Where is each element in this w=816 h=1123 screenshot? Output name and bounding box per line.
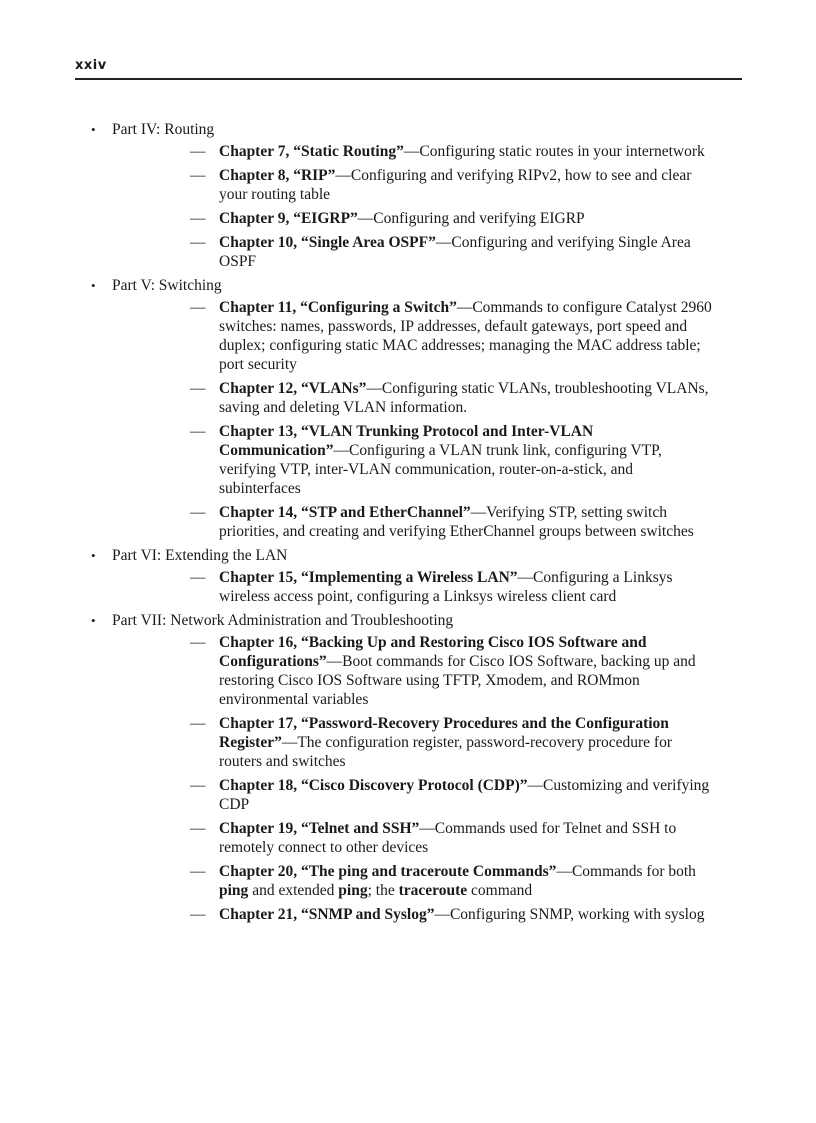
chapter-entry xyxy=(112,633,728,709)
command-name: traceroute xyxy=(398,882,468,899)
chapter-group xyxy=(112,568,728,606)
chapter-title: Chapter 17, “Password-Recovery Procedures and the Configuration Register” xyxy=(219,715,669,751)
chapter-description: —Verifying STP, setting switch priorities, and creating and verifying EtherChannel groups between switches xyxy=(219,504,694,540)
chapter-title: Chapter 19, “Telnet and SSH” xyxy=(219,820,420,837)
chapter-group xyxy=(112,298,728,541)
chapter-description: command xyxy=(467,882,533,899)
chapter-entry xyxy=(112,714,728,771)
dash-icon: — xyxy=(190,234,206,251)
dash-icon: — xyxy=(190,715,206,732)
part-item xyxy=(88,276,728,541)
chapter-description: —Configuring static routes in your internetwork xyxy=(403,143,705,160)
chapter-title: Chapter 15, “Implementing a Wireless LAN” xyxy=(219,569,518,586)
chapter-entry xyxy=(112,905,728,924)
chapter-description: —Configuring SNMP, working with syslog xyxy=(434,906,705,923)
chapter-description: —Configuring and verifying RIPv2, how to see and clear your routing table xyxy=(219,167,692,203)
dash-icon: — xyxy=(190,820,206,837)
chapter-title: Chapter 13, “VLAN Trunking Protocol and Inter-VLAN Communication” xyxy=(219,423,594,459)
dash-icon: — xyxy=(190,863,206,880)
chapter-entry xyxy=(112,142,728,161)
chapter-title: Chapter 9, “EIGRP” xyxy=(219,210,358,227)
chapter-description: —Configuring a VLAN trunk link, configuring VTP, verifying VTP, inter-VLAN communication, router-on-a-stick, and subinterfaces xyxy=(219,442,662,497)
bullet-icon: • xyxy=(91,122,96,137)
chapter-title: Chapter 21, “SNMP and Syslog” xyxy=(219,906,435,923)
bullet-icon: • xyxy=(91,613,96,628)
command-name: ping xyxy=(338,882,368,899)
chapter-title: Chapter 12, “VLANs” xyxy=(219,380,367,397)
command-name: ping xyxy=(219,882,249,899)
dash-icon: — xyxy=(190,777,206,794)
dash-icon: — xyxy=(190,143,206,160)
bullet-icon: • xyxy=(91,278,96,293)
dash-icon: — xyxy=(190,210,206,227)
part-label: Part V: Switching xyxy=(112,277,222,294)
part-label: Part VI: Extending the LAN xyxy=(112,547,288,564)
part-item xyxy=(88,120,728,271)
chapter-title: Chapter 7, “Static Routing” xyxy=(219,143,404,160)
dash-icon: — xyxy=(190,504,206,521)
dash-icon: — xyxy=(190,634,206,651)
part-item xyxy=(88,546,728,606)
part-item xyxy=(88,611,728,924)
chapter-entry xyxy=(112,233,728,271)
chapter-title: Chapter 10, “Single Area OSPF” xyxy=(219,234,436,251)
chapter-description: —The configuration register, password-recovery procedure for routers and switches xyxy=(219,734,673,770)
part-label: Part IV: Routing xyxy=(112,121,215,138)
chapter-description: —Customizing and verifying CDP xyxy=(219,777,710,813)
chapter-description: —Configuring and verifying Single Area OSPF xyxy=(219,234,691,270)
chapter-entry xyxy=(112,568,728,606)
chapter-description: —Commands for both xyxy=(556,863,696,880)
chapter-title: Chapter 16, “Backing Up and Restoring Cisco IOS Software and Configurations” xyxy=(219,634,647,670)
chapter-entry xyxy=(112,819,728,857)
chapter-description: —Boot commands for Cisco IOS Software, backing up and restoring Cisco IOS Software using TFTP, Xmodem, and ROMmon environmental variables xyxy=(219,653,696,708)
dash-icon: — xyxy=(190,299,206,316)
chapter-group xyxy=(112,142,728,271)
chapter-group xyxy=(112,633,728,924)
page-header xyxy=(75,57,742,80)
chapter-description: and extended xyxy=(248,882,339,899)
page-number: xxiv xyxy=(75,58,107,73)
chapter-description: —Commands to configure Catalyst 2960 switches: names, passwords, IP addresses, default gateways, port speed and duplex; configuring static MAC addresses; managing the MAC address table; port security xyxy=(219,299,712,373)
dash-icon: — xyxy=(190,380,206,397)
dash-icon: — xyxy=(190,167,206,184)
chapter-description: —Configuring static VLANs, troubleshooting VLANs, saving and deleting VLAN information. xyxy=(219,380,709,416)
bullet-icon: • xyxy=(91,548,96,563)
chapter-title: Chapter 14, “STP and EtherChannel” xyxy=(219,504,471,521)
chapter-description: —Commands used for Telnet and SSH to remotely connect to other devices xyxy=(219,820,677,856)
chapter-title: Chapter 11, “Configuring a Switch” xyxy=(219,299,457,316)
chapter-entry xyxy=(112,209,728,228)
chapter-description: —Configuring and verifying EIGRP xyxy=(357,210,585,227)
dash-icon: — xyxy=(190,423,206,440)
dash-icon: — xyxy=(190,569,206,586)
dash-icon: — xyxy=(190,906,206,923)
chapter-description: —Configuring a Linksys wireless access point, configuring a Linksys wireless client card xyxy=(219,569,673,605)
chapter-list xyxy=(88,120,728,929)
chapter-entry xyxy=(112,422,728,498)
chapter-entry xyxy=(112,776,728,814)
part-label: Part VII: Network Administration and Troubleshooting xyxy=(112,612,454,629)
chapter-title: Chapter 8, “RIP” xyxy=(219,167,336,184)
chapter-description: ; the xyxy=(367,882,399,899)
chapter-entry xyxy=(112,166,728,204)
chapter-title: Chapter 18, “Cisco Discovery Protocol (CDP)” xyxy=(219,777,528,794)
chapter-entry xyxy=(112,379,728,417)
chapter-entry xyxy=(112,298,728,374)
chapter-entry xyxy=(112,503,728,541)
chapter-title: Chapter 20, “The ping and traceroute Commands” xyxy=(219,863,557,880)
chapter-entry xyxy=(112,862,728,900)
